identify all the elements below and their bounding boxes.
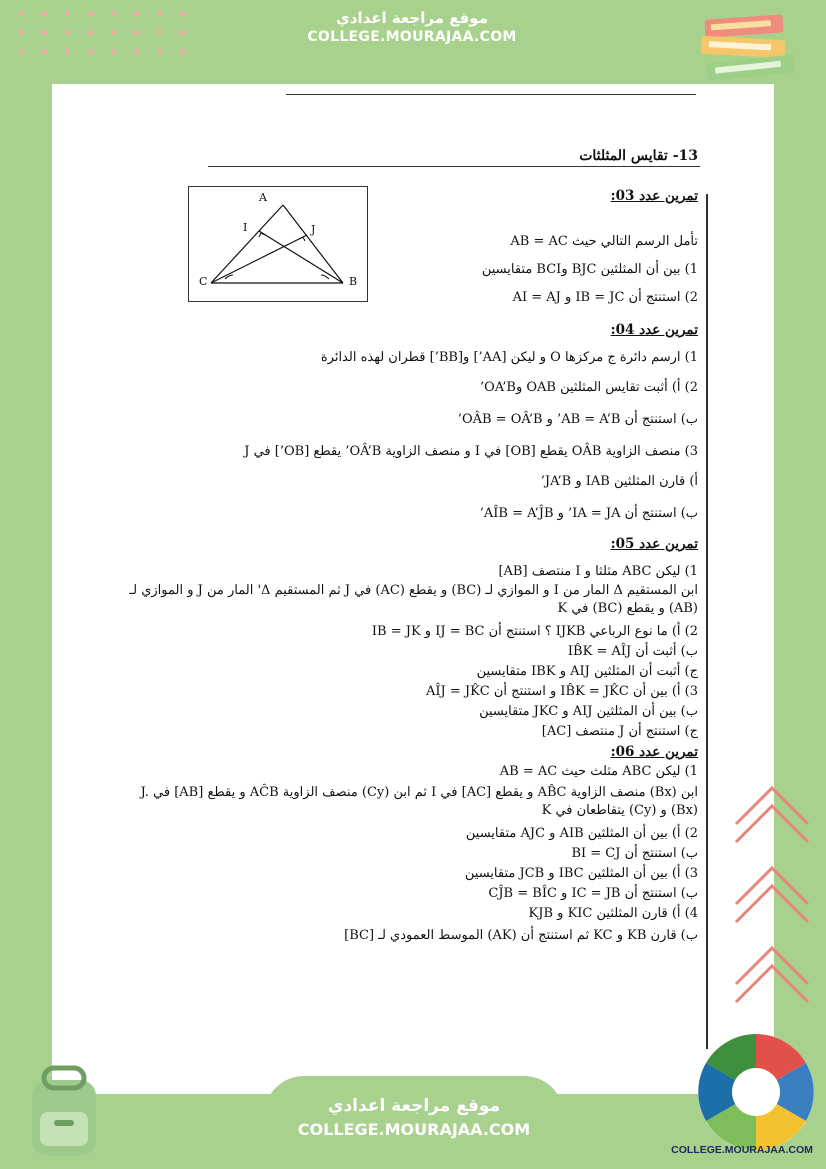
exercise-4-line: 3) منصف الزاوية OÂB يقطع [OB] في I و منصف الزاوية OÂ’B’ يقطع [OB’] في J [244,444,698,459]
exercise-5-line: ج) أثبت أن المثلثين AIJ و IBK متقايسين [476,664,698,679]
exercise-4-title: تمرين عدد 04: [610,322,698,338]
exercise-5-line: ب) أثبت أن IB̂K = AÎJ [567,644,698,659]
margin-line [706,194,708,1049]
label-A: A [259,191,267,204]
exercise-3-line: تأمل الرسم التالي حيث AB = AC [510,234,698,249]
books-icon [695,12,805,92]
exercise-6-title: تمرين عدد 06: [610,744,698,760]
exercise-3-line: 1) بين أن المثلثين BJC وBCI متقايسين [481,262,698,277]
exercise-5-line: 3) أ) بين أن IB̂K = JK̂C و استنتج أن AÎJ = JK̂C [425,684,698,699]
label-J: J [311,223,316,236]
exercise-6-line: ابن (Bx) منصف الزاوية AB̂C و يقطع [AC] في I ثم ابن (Cy) منصف الزاوية AĈB و يقطع [AB] في J. (Bx) و (Cy) يتقاطعان في K [140,785,698,818]
exercise-3-line: 2) استنتج أن IB = JC و AI = AJ [512,290,698,305]
decorative-dots [10,6,210,63]
exercise-5-line: 2) أ) ما نوع الرباعي IJKB ؟ استنتج أن IJ = BC و IB = JK [371,624,698,639]
exercise-6-line: 2) أ) بين أن المثلثين AIB و AJC متقايسين [465,826,698,841]
exercise-4-line: ب) استنتج أن IA = JA’ و AÎB = A’ĴB’ [479,506,698,521]
header-site-ar: موقع مراجعة اعدادي [336,9,488,27]
header-site-en[interactable]: COLLEGE.MOURAJAA.COM [307,29,517,45]
triangle-figure [188,186,368,302]
footer-site-en[interactable]: COLLEGE.MOURAJAA.COM [297,1120,531,1139]
exercise-3-title: تمرين عدد 03: [610,188,698,204]
header-banner [262,0,562,60]
exercise-6-line: ب) استنتج أن IC = JB و CĴB = BÎC [488,886,698,901]
exercise-6-line: 3) أ) بين أن المثلثين IBC و JCB متقايسين [464,866,698,881]
label-C: C [199,275,208,288]
footer-banner [264,1076,564,1169]
exercise-6-line: ب) قارن KB و KC ثم استنتج أن (AK) الموسط العمودي لـ [BC] [344,928,698,943]
exercise-4-line: أ) قارن المثلثين IAB و JA’B’ [540,474,698,489]
exercise-6-line: 4) أ) قارن المثلثين KIC و KJB [528,906,698,921]
site-logo-icon [694,1022,818,1162]
exercise-4-line: 2) أ) أثبت تقايس المثلثين OAB وOA’B’ [479,380,698,395]
backpack-icon [14,1060,114,1160]
exercise-6-line: ب) استنتج أن BI = CJ [571,846,698,861]
document-content [52,84,774,1094]
section-rule [208,166,700,167]
section-title: 13- تقايس المثلثات [579,148,698,164]
label-I: I [243,221,248,234]
label-B: B [349,275,358,288]
exercise-4-line: 1) ارسم دائرة ج مركزها O و ليكن [AA’] و[BB’] قطران لهذه الدائرة [320,350,698,365]
top-rule [286,94,696,95]
exercise-5-title: تمرين عدد 05: [610,536,698,552]
footer-site-ar: موقع مراجعة اعدادي [327,1096,501,1116]
logo-label[interactable]: COLLEGE.MOURAJAA.COM [671,1144,813,1156]
exercise-5-line: 1) ليكن ABC مثلثا و I منتصف [AB] [498,564,698,579]
exercise-4-line: ب) استنتج أن AB = A’B’ و OÂB = OÂ’B’ [457,412,698,427]
exercise-5-line: ج) استنتج أن J منتصف [AC] [541,724,698,739]
exercise-5-line: ابن المستقيم Δ المار من I و الموازي لـ (BC) و يقطع (AC) في J ثم المستقيم Δ' المار من J و الموازي لـ (AB) و يقطع (BC) في K [129,583,698,616]
exercise-5-line: ب) بين أن المثلثين AIJ و JKC متقايسين [479,704,698,719]
exercise-6-line: 1) ليكن ABC مثلث حيث AB = AC [499,764,698,779]
